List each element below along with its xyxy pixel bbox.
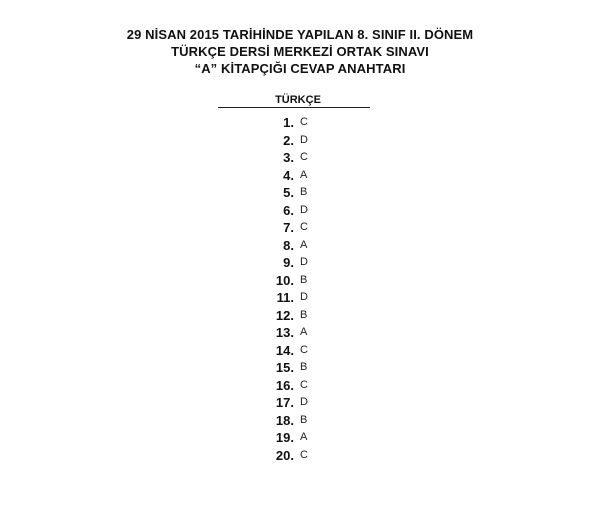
question-number: 10.	[275, 272, 294, 288]
answer-row	[0, 254, 600, 272]
question-number: 19.	[275, 430, 294, 445]
title-line-1: 29 NİSAN 2015 TARİHİNDE YAPILAN 8. SINIF II. DÖNEM	[126, 27, 474, 42]
question-number: 20.	[275, 447, 294, 463]
answer-row	[0, 202, 600, 220]
answer-letter: B	[300, 186, 308, 198]
subject-header: TÜRKÇE	[275, 94, 321, 106]
answer-row	[0, 289, 600, 307]
question-number: 14.	[275, 342, 294, 358]
answer-letter: A	[300, 326, 308, 338]
question-number: 8.	[283, 237, 294, 253]
answer-row	[0, 114, 600, 132]
answer-letter: D	[300, 291, 308, 303]
question-number: 11.	[276, 290, 294, 305]
answer-letter: D	[300, 256, 308, 268]
answer-row	[0, 219, 600, 237]
question-number: 12.	[275, 307, 294, 323]
question-number: 18.	[275, 412, 294, 428]
answer-letter: C	[300, 378, 308, 391]
answer-row	[0, 132, 600, 150]
answer-row	[0, 307, 600, 325]
answer-row	[0, 377, 600, 395]
question-number: 1.	[283, 115, 294, 130]
answer-row	[0, 342, 600, 360]
answer-row	[0, 184, 600, 202]
question-number: 17.	[275, 395, 294, 410]
answer-row	[0, 429, 600, 447]
answer-row	[0, 167, 600, 185]
subject-underline	[218, 107, 370, 108]
question-number: 3.	[283, 150, 294, 165]
question-number: 7.	[283, 220, 294, 235]
answer-letter: D	[300, 396, 308, 408]
question-number: 5.	[283, 185, 294, 200]
answer-row	[0, 324, 600, 342]
question-number: 13.	[275, 325, 294, 340]
answer-letter: C	[300, 116, 308, 128]
answer-key-list	[0, 114, 600, 464]
answer-letter: A	[300, 168, 308, 181]
answer-row	[0, 359, 600, 377]
answer-letter: C	[300, 343, 308, 356]
question-number: 16.	[275, 377, 294, 393]
answer-row	[0, 394, 600, 412]
answer-row	[0, 149, 600, 167]
answer-letter: B	[300, 361, 308, 373]
answer-letter: C	[300, 151, 308, 163]
answer-row	[0, 272, 600, 290]
answer-letter: D	[300, 133, 308, 146]
question-number: 2.	[283, 132, 294, 148]
question-number: 9.	[283, 255, 294, 270]
title-line-3: “A” KİTAPÇIĞI CEVAP ANAHTARI	[194, 61, 406, 76]
question-number: 4.	[283, 167, 294, 183]
answer-letter: C	[300, 221, 308, 233]
answer-letter: B	[300, 273, 308, 286]
answer-letter: A	[300, 431, 308, 443]
answer-letter: D	[300, 203, 308, 216]
title-line-2: TÜRKÇE DERSİ MERKEZİ ORTAK SINAVI	[171, 44, 429, 59]
question-number: 6.	[283, 202, 294, 218]
answer-letter: B	[300, 413, 308, 426]
question-number: 15.	[275, 360, 294, 375]
answer-letter: A	[300, 238, 308, 251]
answer-row	[0, 447, 600, 465]
answer-row	[0, 412, 600, 430]
answer-row	[0, 237, 600, 255]
document-title	[0, 26, 600, 77]
answer-letter: B	[300, 308, 308, 321]
answer-letter: C	[300, 448, 308, 461]
